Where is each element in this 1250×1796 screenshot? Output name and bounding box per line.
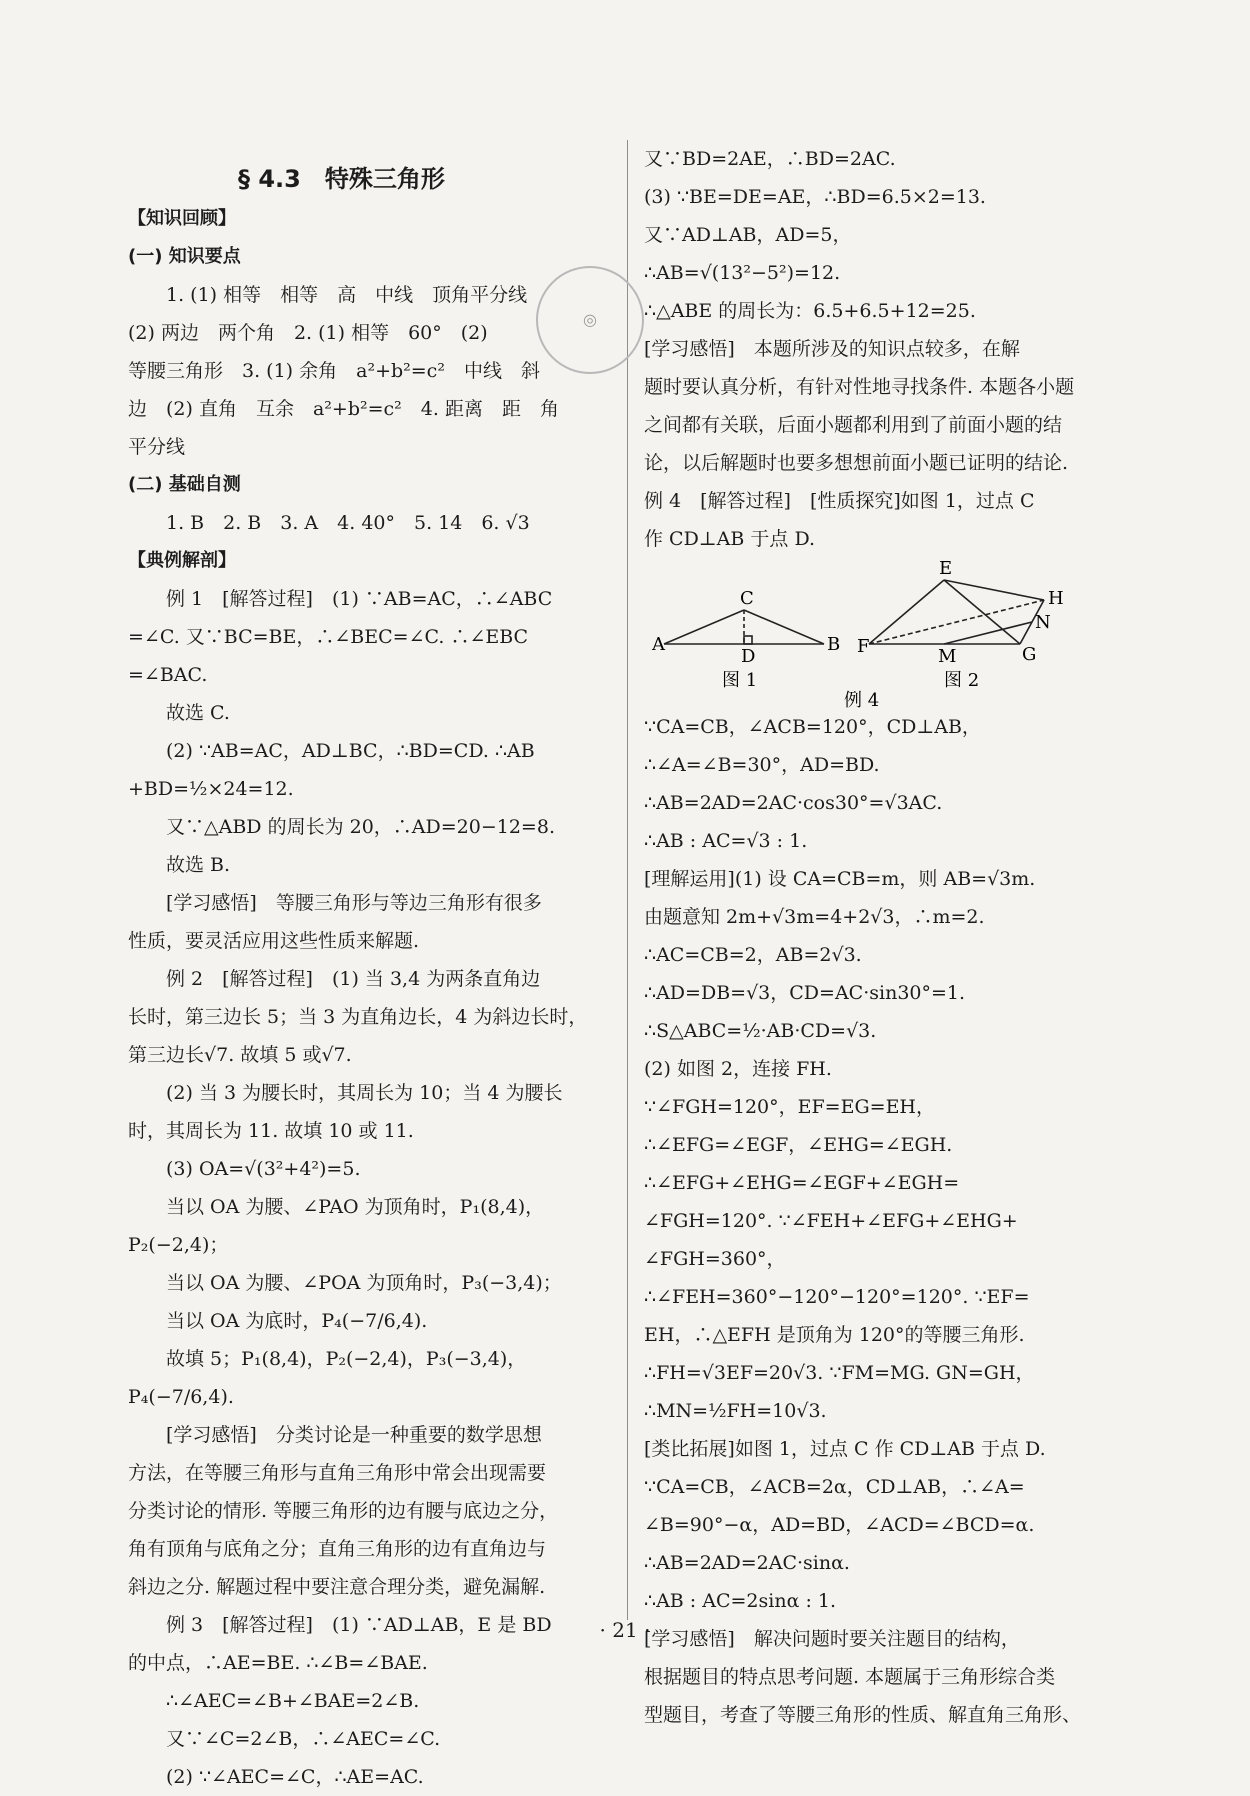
text-line: 又∵AD⊥AB，AD=5， xyxy=(644,224,852,246)
text-line: (2) 如图 2，连接 FH. xyxy=(644,1058,832,1080)
fig2-segment-eh xyxy=(944,580,1044,600)
text-line: 方法，在等腰三角形与直角三角形中常会出现需要 xyxy=(128,1462,547,1484)
text-line: (2) 两边 两个角 2. (1) 相等 60° (2) xyxy=(128,322,488,344)
text-line: 【知识回顾】 xyxy=(128,208,236,229)
text-line: ∴∠FEH=360°−120°−120°=120°. ∵EF= xyxy=(644,1286,1030,1308)
fig2-label: 图 2 xyxy=(944,670,980,691)
text-line: +BD=½×24=12. xyxy=(128,778,294,800)
text-line: 1. B 2. B 3. A 4. 40° 5. 14 6. √3 xyxy=(166,512,530,534)
text-line: 作 CD⊥AB 于点 D. xyxy=(644,528,816,550)
answer-stamp-icon: ◎ xyxy=(536,266,644,374)
text-line: 题时要认真分析，有针对性地寻找条件. 本题各小题 xyxy=(644,376,1075,398)
left-column xyxy=(128,200,612,1796)
text-line: 长时，第三边长 5；当 3 为直角边长，4 为斜边长时， xyxy=(128,1006,588,1028)
text-line: 第三边长√7. 故填 5 或√7. xyxy=(128,1044,352,1066)
right-bottom-text xyxy=(644,708,1116,1734)
text-line: 之间都有关联，后面小题都利用到了前面小题的结 xyxy=(644,414,1063,436)
text-line: [学习感悟] 分类讨论是一种重要的数学思想 xyxy=(166,1424,542,1446)
text-line: ∴MN=½FH=10√3. xyxy=(644,1400,827,1422)
fig2-segment-mn xyxy=(944,622,1032,644)
text-line: EH，∴△EFH 是顶角为 120°的等腰三角形. xyxy=(644,1324,1025,1346)
fig1-segment-ac xyxy=(664,610,744,644)
text-line: ∵CA=CB，∠ACB=120°，CD⊥AB， xyxy=(644,716,981,738)
text-line: 性质，要灵活应用这些性质来解题. xyxy=(128,930,420,952)
text-line: ∴S△ABC=½·AB·CD=√3. xyxy=(644,1020,877,1042)
text-line: (3) OA=√(3²+4²)=5. xyxy=(166,1158,361,1180)
text-line: [学习感悟] 解决问题时要关注题目的结构， xyxy=(644,1628,1020,1650)
text-line: (二) 基础自测 xyxy=(128,474,241,495)
text-line: ∴AD=DB=√3，CD=AC·sin30°=1. xyxy=(644,982,966,1004)
figure-2 xyxy=(869,580,1044,644)
text-line: 例 2 [解答过程] (1) 当 3,4 为两条直角边 xyxy=(166,968,541,990)
text-line: ∠B=90°−α，AD=BD，∠ACD=∠BCD=α. xyxy=(644,1514,1035,1536)
text-line: ∴FH=√3EF=20√3. ∵FM=MG. GN=GH， xyxy=(644,1362,1035,1384)
text-line: ∠FGH=120°. ∵∠FEH+∠EFG+∠EHG+ xyxy=(644,1210,1018,1232)
text-line: 例 3 [解答过程] (1) ∵AD⊥AB，E 是 BD xyxy=(166,1614,552,1636)
fig2-segment-fe xyxy=(869,580,944,644)
text-line: ∴∠EFG+∠EHG=∠EGF+∠EGH= xyxy=(644,1172,960,1194)
fig2-point-e: E xyxy=(939,558,953,579)
text-line: ∴∠A=∠B=30°，AD=BD. xyxy=(644,754,880,776)
text-line: 又∵∠C=2∠B，∴∠AEC=∠C. xyxy=(166,1728,441,1750)
text-line: 故选 C. xyxy=(166,702,230,724)
fig1-point-b: B xyxy=(827,634,841,655)
figure-caption: 例 4 xyxy=(844,690,880,708)
text-line: =∠C. 又∵BC=BE，∴∠BEC=∠C. ∴∠EBC xyxy=(128,626,529,648)
text-line: ∵CA=CB，∠ACB=2α，CD⊥AB，∴∠A= xyxy=(644,1476,1025,1498)
text-line: 平分线 xyxy=(128,436,186,458)
fig2-point-n: N xyxy=(1035,612,1051,633)
fig1-point-d: D xyxy=(741,646,756,667)
example4-figures xyxy=(644,558,1116,708)
text-line: P₂(−2,4)； xyxy=(128,1234,229,1256)
text-line: (3) ∵BE=DE=AE，∴BD=6.5×2=13. xyxy=(644,186,986,208)
text-line: 边 (2) 直角 互余 a²+b²=c² 4. 距离 距 角 xyxy=(128,398,559,420)
text-line: ∴∠EFG=∠EGF，∠EHG=∠EGH. xyxy=(644,1134,953,1156)
text-line: 例 4 [解答过程] [性质探究]如图 1，过点 C xyxy=(644,490,1035,512)
text-line: 又∵△ABD 的周长为 20，∴AD=20−12=8. xyxy=(166,816,555,838)
text-line: P₄(−7/6,4). xyxy=(128,1386,234,1408)
text-line: [学习感悟] 等腰三角形与等边三角形有很多 xyxy=(166,892,542,914)
fig2-point-g: G xyxy=(1022,644,1037,665)
text-line: 例 1 [解答过程] (1) ∵AB=AC，∴∠ABC xyxy=(166,588,553,610)
text-line: 又∵BD=2AE，∴BD=2AC. xyxy=(644,148,896,170)
text-line: ∴∠AEC=∠B+∠BAE=2∠B. xyxy=(166,1690,420,1712)
text-line: ∵∠FGH=120°，EF=EG=EH， xyxy=(644,1096,936,1118)
text-line: ∴AC=CB=2，AB=2√3. xyxy=(644,944,862,966)
right-column xyxy=(644,140,1116,1734)
text-line: 角有顶角与底角之分；直角三角形的边有直角边与 xyxy=(128,1538,547,1560)
fig2-point-m: M xyxy=(938,646,957,667)
text-line: 当以 OA 为腰、∠PAO 为顶角时，P₁(8,4)， xyxy=(166,1196,545,1218)
text-line: (2) ∵AB=AC，AD⊥BC，∴BD=CD. ∴AB xyxy=(166,740,535,762)
fig1-point-c: C xyxy=(740,588,754,609)
fig1-label: 图 1 xyxy=(722,670,758,691)
text-line: ∴AB=√(13²−5²)=12. xyxy=(644,262,841,284)
section-title: § 4.3 特殊三角形 xyxy=(238,165,445,193)
text-line: [理解运用](1) 设 CA=CB=m，则 AB=√3m. xyxy=(644,868,1036,890)
text-line: (2) 当 3 为腰长时，其周长为 10；当 4 为腰长 xyxy=(166,1082,563,1104)
figure-1 xyxy=(664,610,824,644)
page-number: · 21 · xyxy=(599,1618,651,1642)
fig1-right-angle-mark xyxy=(744,636,752,644)
fig2-point-f: F xyxy=(857,636,870,657)
text-line: 斜边之分. 解题过程中要注意合理分类，避免漏解. xyxy=(128,1576,546,1598)
text-line: 型题目，考查了等腰三角形的性质、解直角三角形、 xyxy=(644,1704,1082,1726)
text-line: 根据题目的特点思考问题. 本题属于三角形综合类 xyxy=(644,1666,1056,1688)
triangle-diagrams xyxy=(644,558,1116,708)
text-line: (2) ∵∠AEC=∠C，∴AE=AC. xyxy=(166,1766,424,1788)
text-line: [学习感悟] 本题所涉及的知识点较多，在解 xyxy=(644,338,1020,360)
text-line: 故选 B. xyxy=(166,854,231,876)
text-line: =∠BAC. xyxy=(128,664,208,686)
text-line: 由题意知 2m+√3m=4+2√3，∴m=2. xyxy=(644,906,985,928)
fig1-segment-cb xyxy=(744,610,824,644)
text-line: 当以 OA 为底时，P₄(−7/6,4). xyxy=(166,1310,428,1332)
text-line: ∴AB=2AD=2AC·sinα. xyxy=(644,1552,850,1574)
text-line: 当以 OA 为腰、∠POA 为顶角时，P₃(−3,4)； xyxy=(166,1272,562,1294)
column-divider xyxy=(627,140,628,1620)
text-line: ∴△ABE 的周长为：6.5+6.5+12=25. xyxy=(644,300,976,322)
fig1-point-a: A xyxy=(652,634,665,655)
text-line: ∴AB : AC=2sinα : 1. xyxy=(644,1590,837,1612)
text-line: ∠FGH=360°， xyxy=(644,1248,786,1270)
text-line: 1. (1) 相等 相等 高 中线 顶角平分线 xyxy=(166,284,528,306)
text-line: [类比拓展]如图 1，过点 C 作 CD⊥AB 于点 D. xyxy=(644,1438,1046,1460)
right-top-text xyxy=(644,140,1116,558)
text-line: 等腰三角形 3. (1) 余角 a²+b²=c² 中线 斜 xyxy=(128,360,540,382)
text-line: ∴AB=2AD=2AC·cos30°=√3AC. xyxy=(644,792,943,814)
text-line: 论，以后解题时也要多想想前面小题已证明的结论. xyxy=(644,452,1069,474)
text-line: 故填 5；P₁(8,4)，P₂(−2,4)，P₃(−3,4)， xyxy=(166,1348,527,1370)
text-line: ∴AB : AC=√3 : 1. xyxy=(644,830,808,852)
text-line: 分类讨论的情形. 等腰三角形的边有腰与底边之分， xyxy=(128,1500,559,1522)
text-line: 的中点，∴AE=BE. ∴∠B=∠BAE. xyxy=(128,1652,428,1674)
fig2-point-h: H xyxy=(1048,588,1064,609)
text-line: 时，其周长为 11. 故填 10 或 11. xyxy=(128,1120,414,1142)
text-line: 【典例解剖】 xyxy=(128,550,236,571)
text-line: (一) 知识要点 xyxy=(128,246,241,267)
